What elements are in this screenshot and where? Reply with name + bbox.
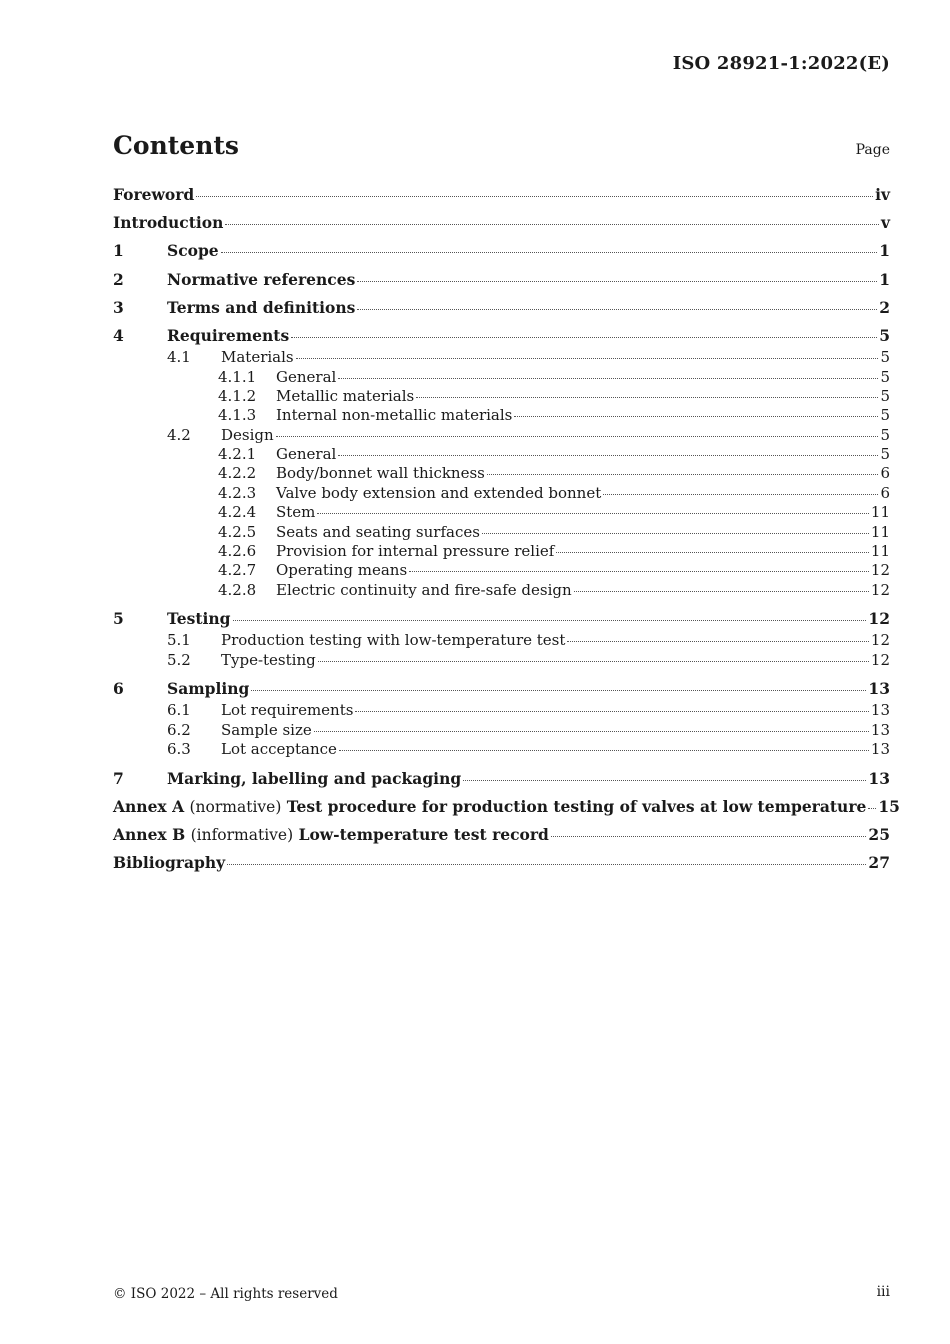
toc-entry-title (276, 368, 336, 386)
toc-entry[interactable] (113, 445, 890, 464)
toc-entry-number: 4.2.3 (218, 483, 257, 502)
toc-entry-title (167, 679, 249, 698)
toc-entry-number: 4.2.7 (218, 561, 257, 580)
toc-entry-page: 5 (880, 406, 890, 425)
toc-entry-title-text: Requirements (167, 325, 290, 345)
toc-entry-number: 4 (113, 325, 124, 345)
toc-entry-number: 4.2.6 (218, 542, 257, 561)
toc-entry-title (276, 387, 414, 405)
toc-entry-number: 4.1.2 (218, 386, 257, 405)
toc-entry-title-text: Sampling (167, 679, 250, 699)
footer-copyright: © ISO 2022 – All rights reserved (113, 1286, 338, 1302)
toc-entry[interactable] (113, 426, 890, 445)
toc-entry-title (276, 484, 601, 502)
toc-entry-number: 4.2 (167, 425, 191, 444)
toc-entry[interactable] (113, 213, 890, 241)
toc-dot-leader (339, 750, 869, 751)
toc-entry-title-text: Design (221, 425, 274, 444)
toc-entry-title (276, 581, 572, 599)
toc-entry-title-text: Marking, labelling and packaging (167, 768, 462, 788)
toc-dot-leader (233, 620, 867, 621)
toc-entry[interactable] (113, 740, 890, 759)
toc-dot-leader (603, 494, 878, 495)
toc-entry-page: 2 (879, 297, 890, 317)
toc-entry-title-text: Electric continuity and fire-safe design (276, 580, 572, 599)
toc-entry-page: 5 (880, 386, 890, 405)
toc-entry-page: v (880, 213, 890, 233)
toc-entry-title-text: Provision for internal pressure relief (276, 542, 555, 561)
toc-entry-page: 1 (879, 269, 890, 289)
toc-entry-title-text: Seats and seating surfaces (276, 522, 480, 541)
toc-dot-leader (225, 224, 879, 225)
toc-entry-title (167, 241, 219, 260)
toc-dot-leader (338, 378, 878, 379)
toc-entry-number: 4.2.5 (218, 522, 257, 541)
toc-entry[interactable] (113, 701, 890, 720)
toc-entry-annex-type: (normative) (189, 797, 282, 816)
toc-dot-leader (276, 436, 879, 437)
toc-dot-leader (416, 397, 878, 398)
toc-entry-number: 2 (113, 269, 124, 289)
toc-entry[interactable] (113, 348, 890, 367)
toc-entry-page: 11 (870, 503, 890, 522)
toc-entry[interactable] (113, 298, 890, 326)
toc-entry-title (167, 326, 289, 345)
toc-entry[interactable] (113, 484, 890, 503)
toc-dot-leader (409, 571, 869, 572)
toc-entry-number: 6.3 (167, 740, 191, 759)
toc-entry-title-text: Testing (167, 609, 231, 629)
toc-entry-page: 6 (880, 464, 890, 483)
toc-entry[interactable] (113, 464, 890, 483)
toc-entry-number: 3 (113, 297, 124, 317)
toc-entry[interactable] (113, 581, 890, 600)
table-of-contents (113, 185, 900, 881)
toc-entry-annex-type: (informative) (190, 825, 294, 844)
toc-entry-title (167, 270, 355, 289)
toc-entry-title-text: Annex B (113, 824, 186, 844)
toc-entry-title-text: Type-testing (221, 650, 316, 669)
toc-entry-number: 4.1.3 (218, 406, 257, 425)
contents-title: Contents (113, 131, 240, 160)
toc-entry-number: 4.2.2 (218, 464, 257, 483)
toc-entry-title-text: Normative references (167, 269, 356, 289)
toc-entry[interactable] (113, 406, 890, 425)
toc-entry-page: 1 (879, 241, 890, 261)
toc-entry-title (221, 740, 337, 758)
toc-entry-page: 5 (880, 445, 890, 464)
toc-entry[interactable] (113, 387, 890, 406)
toc-entry-title (276, 542, 554, 560)
toc-entry-number: 7 (113, 768, 124, 788)
toc-entry[interactable] (113, 631, 890, 650)
toc-entry-page: 11 (870, 522, 890, 541)
toc-dot-leader (556, 552, 869, 553)
toc-entry-title (276, 464, 485, 482)
toc-entry-page: iv (875, 185, 890, 204)
toc-entry-title (276, 523, 480, 541)
toc-entry-title (221, 701, 353, 719)
toc-entry-title-text: Bibliography (113, 853, 226, 873)
toc-dot-leader (482, 533, 869, 534)
toc-entry-number: 5.1 (167, 631, 191, 650)
toc-entry-page: 12 (870, 650, 890, 669)
toc-entry-title (276, 406, 512, 424)
toc-entry-title-text: Valve body extension and extended bonnet (276, 483, 602, 502)
toc-dot-leader (514, 416, 878, 417)
toc-entry-title (276, 445, 336, 463)
toc-dot-leader (317, 513, 869, 514)
toc-entry-page: 12 (870, 580, 890, 599)
toc-entry-page: 11 (870, 542, 890, 561)
toc-entry-title (113, 853, 225, 872)
toc-entry-title-text: Internal non-metallic materials (276, 406, 513, 425)
toc-entry[interactable] (113, 368, 890, 387)
toc-entry-number: 4.2.4 (218, 503, 257, 522)
toc-entry-title (167, 609, 231, 628)
toc-entry-title (276, 561, 407, 579)
toc-entry-title (113, 797, 866, 816)
toc-entry-title-text: Operating means (276, 561, 408, 580)
toc-entry-title-text: Stem (276, 503, 316, 522)
toc-entry[interactable] (113, 853, 890, 881)
toc-entry-page: 5 (880, 425, 890, 444)
toc-entry-page: 12 (870, 561, 890, 580)
toc-dot-leader (318, 661, 869, 662)
toc-entry-title (167, 298, 355, 317)
toc-entry-title (113, 213, 223, 232)
document-id: ISO 28921-1:2022(E) (672, 53, 890, 74)
toc-entry-number: 4.2.1 (218, 445, 257, 464)
toc-dot-leader (463, 780, 866, 781)
toc-entry-title-text: General (276, 367, 337, 386)
toc-entry-title (113, 185, 194, 204)
toc-entry-page: 12 (870, 631, 890, 650)
toc-entry-page: 13 (870, 720, 890, 739)
toc-entry-title (221, 426, 274, 444)
toc-entry-page: 12 (868, 609, 890, 629)
toc-entry-title-text: Lot acceptance (221, 740, 337, 759)
toc-entry-page: 5 (880, 367, 890, 386)
toc-dot-leader (357, 309, 877, 310)
toc-entry-title-text: Metallic materials (276, 386, 415, 405)
toc-entry-title (221, 631, 565, 649)
toc-dot-leader (296, 358, 879, 359)
toc-entry[interactable] (113, 721, 890, 740)
toc-entry-number: 4.1 (167, 348, 191, 367)
toc-entry-title (221, 651, 316, 669)
toc-entry-page: 27 (868, 853, 890, 873)
toc-entry-title-text: Scope (167, 241, 219, 261)
toc-dot-leader (251, 690, 866, 691)
toc-entry-title-text: Lot requirements (221, 701, 354, 720)
toc-entry-title-text: Terms and definitions (167, 297, 356, 317)
footer-page-number: iii (876, 1284, 890, 1300)
toc-entry-page: 15 (878, 796, 900, 816)
toc-entry-annex-title: Test procedure for production testing of valves at low temperature (286, 796, 867, 816)
toc-entry-number: 5.2 (167, 650, 191, 669)
toc-entry[interactable] (113, 185, 890, 213)
toc-dot-leader (227, 864, 866, 865)
toc-entry-page: 5 (880, 348, 890, 367)
toc-entry-title (276, 503, 315, 521)
toc-dot-leader (551, 836, 867, 837)
toc-dot-leader (338, 455, 878, 456)
toc-entry-page: 5 (879, 325, 890, 345)
page-column-label: Page (855, 142, 890, 158)
toc-entry-title-text: Sample size (221, 720, 312, 739)
toc-entry-title-text: Annex A (113, 796, 185, 816)
toc-entry-title-text: General (276, 445, 337, 464)
toc-dot-leader (868, 808, 876, 809)
toc-entry[interactable] (113, 542, 890, 561)
toc-entry-title (167, 769, 461, 788)
toc-entry[interactable] (113, 503, 890, 522)
toc-dot-leader (567, 641, 869, 642)
toc-entry-number: 4.2.8 (218, 580, 257, 599)
toc-entry-title-text: Production testing with low-temperature test (221, 631, 566, 650)
toc-entry-number: 4.1.1 (218, 367, 257, 386)
toc-entry[interactable] (113, 241, 890, 269)
toc-entry[interactable] (113, 825, 890, 853)
toc-dot-leader (357, 281, 877, 282)
toc-entry-title-text: Materials (221, 348, 294, 367)
toc-entry-number: 6.2 (167, 720, 191, 739)
toc-entry-page: 13 (868, 679, 890, 699)
toc-entry-page: 6 (880, 483, 890, 502)
toc-entry-number: 5 (113, 609, 124, 629)
toc-entry[interactable] (113, 651, 890, 670)
toc-dot-leader (196, 196, 873, 197)
toc-entry[interactable] (113, 769, 890, 797)
toc-dot-leader (574, 591, 869, 592)
toc-entry-number: 6.1 (167, 701, 191, 720)
toc-entry-page: 13 (868, 768, 890, 788)
toc-entry-title-text: Foreword (113, 185, 195, 204)
toc-dot-leader (355, 711, 868, 712)
toc-entry[interactable] (113, 523, 890, 542)
toc-entry-page: 13 (870, 701, 890, 720)
toc-dot-leader (487, 474, 879, 475)
toc-entry-title-text: Body/bonnet wall thickness (276, 464, 485, 483)
toc-entry[interactable] (113, 270, 890, 298)
toc-entry-title (221, 348, 294, 366)
toc-dot-leader (221, 252, 878, 253)
toc-dot-leader (291, 337, 877, 338)
toc-dot-leader (314, 731, 869, 732)
toc-entry-annex-title: Low-temperature test record (298, 824, 549, 844)
toc-entry-title (113, 825, 549, 844)
toc-entry-page: 25 (868, 824, 890, 844)
toc-entry[interactable] (113, 796, 900, 825)
toc-entry-title-text: Introduction (113, 213, 224, 233)
toc-entry-number: 1 (113, 241, 124, 261)
toc-entry-number: 6 (113, 679, 124, 699)
toc-entry[interactable] (113, 561, 890, 580)
toc-entry-page: 13 (870, 740, 890, 759)
toc-entry-title (221, 721, 312, 739)
